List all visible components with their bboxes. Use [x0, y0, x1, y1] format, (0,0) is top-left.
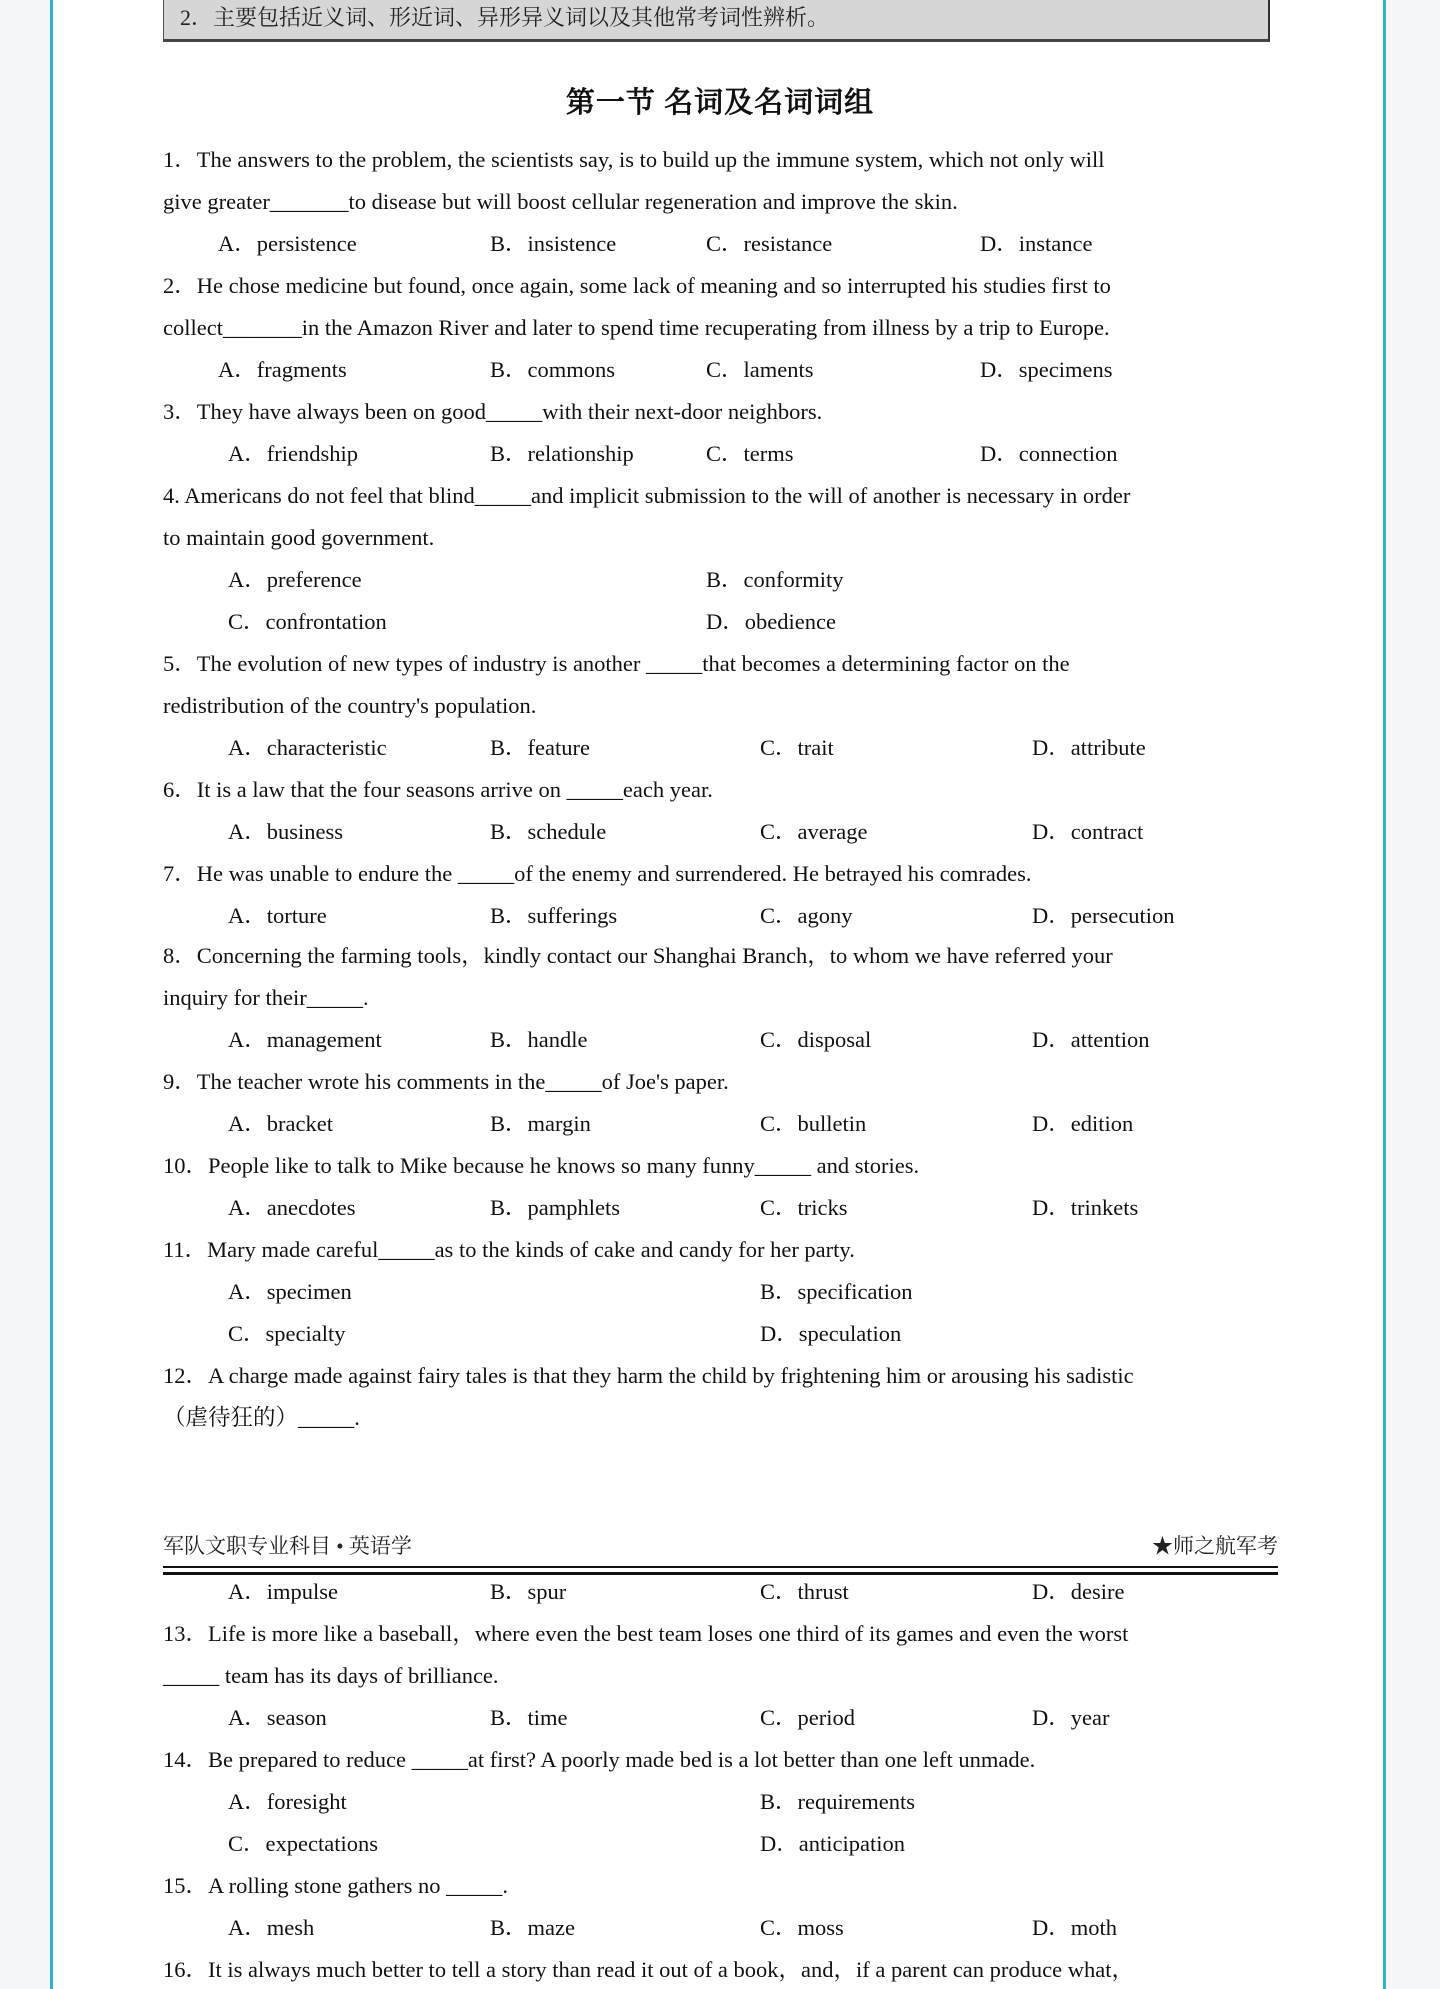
section-title: 第一节 名词及名词词组 — [565, 87, 875, 119]
note-text: 2．主要包括近义词、形近词、异形异义词以及其他常考词性辨析。 — [180, 5, 830, 30]
option-d: D．attention — [1032, 1027, 1150, 1052]
question-13-line-1: 13．Life is more like a baseball，where even the best team loses one third of its games and even the worst — [163, 1621, 1129, 1646]
option-b: B．insistence — [490, 231, 617, 256]
option-d: D．contract — [1032, 819, 1144, 844]
option-a: A．mesh — [228, 1915, 315, 1940]
option-b: B．handle — [490, 1027, 588, 1052]
option-a: A．foresight — [228, 1789, 347, 1814]
question-4-line-2: to maintain good government. — [163, 525, 435, 550]
option-d: D．moth — [1032, 1915, 1118, 1940]
option-b: B．spur — [490, 1579, 567, 1604]
option-d: D．instance — [980, 231, 1093, 256]
option-c: C．laments — [706, 357, 814, 382]
option-c: C．disposal — [760, 1027, 872, 1052]
question-6-line-1: 6．It is a law that the four seasons arrive on _____each year. — [163, 777, 713, 802]
question-3-line-1: 3．They have always been on good_____with their next-door neighbors. — [163, 399, 823, 424]
option-b: B．time — [490, 1705, 568, 1730]
option-d: D．year — [1032, 1705, 1110, 1730]
option-d: D．anticipation — [760, 1831, 905, 1856]
option-d: D．speculation — [760, 1321, 902, 1346]
option-c: C．thrust — [760, 1579, 849, 1604]
question-10-line-1: 10．People like to talk to Mike because he knows so many funny_____ and stories. — [163, 1153, 920, 1178]
option-c: C．terms — [706, 441, 794, 466]
option-a: A．management — [228, 1027, 382, 1052]
option-d: D．specimens — [980, 357, 1113, 382]
option-c: C．resistance — [706, 231, 833, 256]
option-d: D．trinkets — [1032, 1195, 1139, 1220]
option-b: B．commons — [490, 357, 616, 382]
option-c: C．expectations — [228, 1831, 378, 1856]
option-c: C．average — [760, 819, 868, 844]
option-b: B．feature — [490, 735, 590, 760]
question-14-line-1: 14．Be prepared to reduce _____at first? A poorly made bed is a lot better than one left unmade. — [163, 1747, 1036, 1772]
option-b: B．specification — [760, 1279, 913, 1304]
question-9-line-1: 9．The teacher wrote his comments in the_____of Joe's paper. — [163, 1069, 729, 1094]
option-c: C．bulletin — [760, 1111, 867, 1136]
option-a: A．friendship — [228, 441, 358, 466]
option-d: D．obedience — [706, 609, 836, 634]
option-b: B．schedule — [490, 819, 607, 844]
option-b: B．maze — [490, 1915, 575, 1940]
option-d: D．desire — [1032, 1579, 1125, 1604]
question-11-line-1: 11．Mary made careful_____as to the kinds of cake and candy for her party. — [163, 1237, 855, 1262]
option-b: B．sufferings — [490, 903, 618, 928]
question-16-line-1: 16．It is always much better to tell a story than read it out of a book，and，if a parent can produce what， — [163, 1957, 1134, 1982]
question-12-line-1: 12．A charge made against fairy tales is that they harm the child by frightening him or arousing his sadistic — [163, 1363, 1134, 1388]
question-5-line-1: 5．The evolution of new types of industry is another _____that becomes a determining factor on the — [163, 651, 1070, 676]
option-d: D．persecution — [1032, 903, 1175, 928]
option-c: C．tricks — [760, 1195, 848, 1220]
option-a: A．persistence — [218, 231, 357, 256]
question-1-line-2: give greater_______to disease but will boost cellular regeneration and improve the skin. — [163, 189, 958, 214]
question-2-line-2: collect_______in the Amazon River and later to spend time recuperating from illness by a trip to Europe. — [163, 315, 1110, 340]
question-15-line-1: 15．A rolling stone gathers no _____. — [163, 1873, 508, 1898]
option-c: C．moss — [760, 1915, 844, 1940]
option-a: A．anecdotes — [228, 1195, 356, 1220]
running-header-right: ★师之航军考 — [1152, 1534, 1278, 1558]
option-a: A．preference — [228, 567, 362, 592]
option-c: C．agony — [760, 903, 853, 928]
option-a: A．torture — [228, 903, 327, 928]
option-c: C．trait — [760, 735, 834, 760]
question-1-line-1: 1．The answers to the problem, the scientists say, is to build up the immune system, which not only will — [163, 147, 1105, 172]
question-7-line-1: 7．He was unable to endure the _____of the enemy and surrendered. He betrayed his comrades. — [163, 861, 1032, 886]
option-d: D．edition — [1032, 1111, 1134, 1136]
option-a: A．season — [228, 1705, 327, 1730]
option-a: A．business — [228, 819, 344, 844]
option-a: A．specimen — [228, 1279, 352, 1304]
option-b: B．requirements — [760, 1789, 915, 1814]
option-b: B．relationship — [490, 441, 634, 466]
note-box — [163, 0, 1270, 42]
option-c: C．confrontation — [228, 609, 387, 634]
header-rule — [163, 1566, 1278, 1575]
question-13-line-2: _____ team has its days of brilliance. — [163, 1663, 499, 1688]
question-12-line-2: （虐待狂的）_____. — [163, 1405, 360, 1430]
question-2-line-1: 2．He chose medicine but found, once again, some lack of meaning and so interrupted his studies first to — [163, 273, 1111, 298]
option-b: B．pamphlets — [490, 1195, 620, 1220]
option-a: A．characteristic — [228, 735, 387, 760]
option-a: A．impulse — [228, 1579, 338, 1604]
option-d: D．attribute — [1032, 735, 1146, 760]
option-d: D．connection — [980, 441, 1118, 466]
option-c: C．period — [760, 1705, 855, 1730]
question-8-line-1: 8．Concerning the farming tools，kindly contact our Shanghai Branch，to whom we have referred your — [163, 943, 1113, 968]
option-a: A．bracket — [228, 1111, 333, 1136]
question-4-line-1: 4. Americans do not feel that blind_____and implicit submission to the will of another is necessary in order — [163, 483, 1131, 508]
question-5-line-2: redistribution of the country's population. — [163, 693, 537, 718]
option-c: C．specialty — [228, 1321, 346, 1346]
question-8-line-2: inquiry for their_____. — [163, 985, 369, 1010]
running-header-left: 军队文职专业科目 • 英语学 — [163, 1534, 412, 1558]
option-b: B．conformity — [706, 567, 844, 592]
option-b: B．margin — [490, 1111, 591, 1136]
option-a: A．fragments — [218, 357, 347, 382]
